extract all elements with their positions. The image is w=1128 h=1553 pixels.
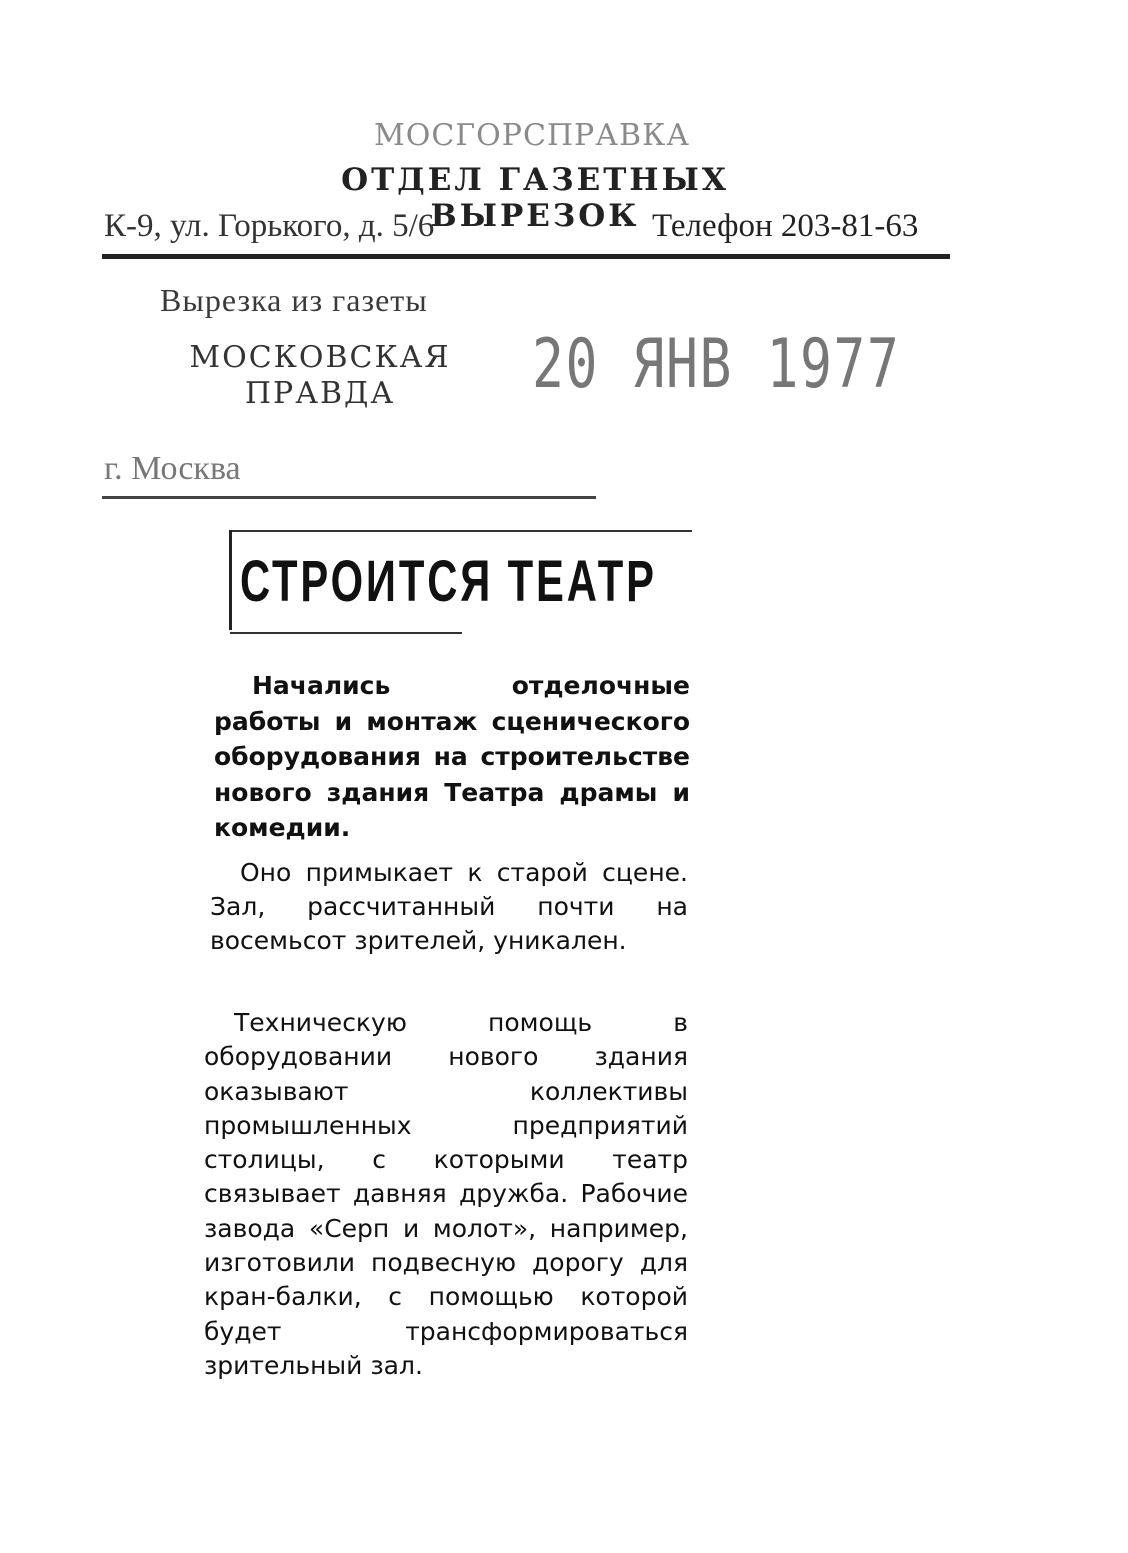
article-paragraph-1: Оно примыкает к старой сцене. Зал, рассчитанный почти на восемьсот зрителей, уникален.	[210, 858, 688, 955]
article-lead: Начались отделочные работы и монтаж сценического оборудования на строительстве нового здания Театра драмы и комедии.	[214, 671, 690, 842]
article-paragraph-2: Техническую помощь в оборудовании нового здания оказывают коллективы промышленных предприятий столицы, с которыми театр связывает давняя дружба. Рабочие завода «Серп и молот», например, изготовили подвесную дорогу для кран-балки, с помощью которой будет трансформироваться зрительный зал.	[204, 1008, 688, 1380]
address-line: К-9, ул. Горького, д. 5/6	[104, 208, 435, 244]
headline-frame-left	[229, 530, 232, 630]
newspaper-name: МОСКОВСКАЯ ПРАВДА	[189, 340, 451, 411]
city-label: г. Москва	[104, 450, 241, 487]
headline-frame-bottom	[230, 632, 462, 634]
header-rule	[102, 254, 950, 259]
city-rule	[102, 496, 596, 499]
date-stamp: 20 ЯНВ 1977	[532, 325, 901, 404]
org-name: МОСГОРСПРАВКА	[374, 118, 690, 153]
phone-line: Телефон 203-81-63	[652, 208, 919, 244]
headline-frame-top	[230, 530, 692, 532]
article-headline: СТРОИТСЯ ТЕАТР	[240, 549, 657, 614]
department-title: ОТДЕЛ ГАЗЕТНЫХ ВЫРЕЗОК	[341, 162, 729, 234]
clipping-label: Вырезка из газеты	[160, 282, 428, 318]
